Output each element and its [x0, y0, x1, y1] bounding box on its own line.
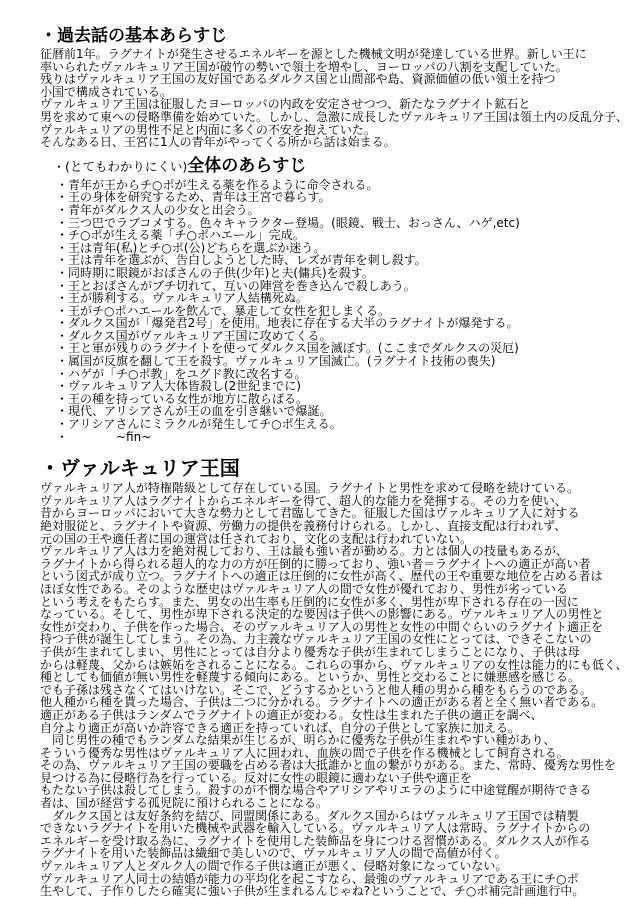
text-line: 同じ男性の種でもランダムな結果が生じるが、明らかに優秀な子供が生まれやすい種があり、 — [40, 733, 556, 748]
plot-list-item: ・王の身体を研究するため、青年は王宮で暮らす。 — [56, 190, 331, 205]
text-line: ヴァルキュリア人は力を絶対視しており、王は最も強い者が勤める。力とは個人の技量もあるが、 — [40, 544, 568, 559]
text-line: 絶対服従と、ラグナイトや資源、労働力の提供を義務付けられる。しかし、直接支配は行われず、 — [40, 519, 567, 533]
text-line: 男を求めて東への侵略準備を始めていた。しかし、急激に成長したヴァルキュリア王国は領土内の反乱分子、 — [40, 109, 628, 124]
text-line: 小国で構成されている。 — [40, 84, 173, 99]
plot-list-item: ・現代、アリシアさんが王の血を引き継いで爆誕。 — [56, 404, 332, 419]
plot-list-item: ・王と軍が残りのラグナイトを使ってダルクス国を滅ぼす。(ここまでダルクスの災厄) — [56, 341, 519, 356]
plot-list-item: ・ヴァルキュリア人大体皆殺し(2世紀までに) — [56, 379, 301, 394]
text-line: 率いられたヴァルキュリア王国が破竹の勢いで領土を増やし、ヨーロッパの八割を支配していた。 — [40, 59, 568, 74]
text-line: そんなある日、王宮に1人の青年がやってくる所から話は始まる。 — [40, 135, 396, 150]
valkyria-kingdom-heading: ・ヴァルキュリア王国 — [40, 456, 240, 481]
text-line: 他人種から種を貰った場合、子供は二つに分かれる。ラグナイトへの適正がある者と全く無い者である。 — [40, 695, 604, 710]
text-line: そういう優秀な男性はヴァルキュリア人に囲われ、血族の間で子供を作る機械として飼育される。 — [40, 745, 569, 760]
plot-list-item: ・王は青年を選ぶが、告白しようとした時、レズが青年を刺し殺す。 — [56, 253, 427, 268]
text-line: ラグナイトから得られる超人的な力の方が圧倒的に勝っており、強い者＝ラグナイトへの適正が高い者 — [40, 556, 591, 571]
text-line: ヴァルキュリア人とダルク人の間で作る子供は適正が悪く、侵略対象になっていない。 — [40, 859, 508, 874]
text-line: その為、ヴァルキュリア王国の要職を占める者は大抵誰かと血の繋がりがある。また、常時、優秀な男性を — [40, 758, 616, 773]
plot-list-item: ・王とおばさんがブチ切れて、互いの陣営を巻き込んで殺しあう。 — [56, 278, 416, 293]
section-overall-plot — [40, 156, 633, 443]
text-line: 自分より適正が高いか許容できる適正を持っていれば、自分の子供として家族に加える。 — [40, 720, 521, 735]
plot-list-item: ・同時期に眼鏡がおばさんの子供(少年)と夫(傭兵)を殺す。 — [56, 265, 374, 280]
section-past-story — [40, 27, 633, 149]
text-line: 残りはヴァルキュリア王国の友好国であるダルクス国と山間部や島、資源価値の低い領土を持つ — [40, 72, 556, 87]
text-line: できないラグナイトを用いた機械や武器を輸入している。ヴァルキュリア人は常時、ラグナイトからの — [40, 821, 591, 836]
plot-list-item: ・ダルクス国がヴァルキュリア王国に攻めてくる。 — [56, 328, 332, 343]
text-line: ヴァルキュリア人はラグナイトからエネルギーを得て、超人的な能力を発揮する。その力を使い、 — [40, 493, 567, 508]
plot-list-item: ・王は青年(私)とチ○ポ(公)どちらを選ぶか迷う。 — [56, 240, 326, 255]
past-story-paragraph — [40, 48, 633, 149]
section-valkyria-kingdom — [40, 457, 633, 898]
valkyria-kingdom-paragraph — [40, 482, 633, 898]
text-line: という考えをもたらす。また、男女の出生率も圧倒的に女性が多く、男性が卑下される存在の一因に — [40, 594, 579, 609]
plot-list-item: ・王の種を持っている女性が地方に散らばる。 — [56, 391, 309, 406]
text-line: なっている。そして、男性が卑下される決定的な要因は子供への影響にある。ヴァルキュリア人の男性と — [40, 607, 604, 622]
plot-list-item: ・王が勝利する。ヴァルキュリア人結構死ぬ。 — [56, 291, 308, 306]
text-line: 女性が交わり、子供を作った場合、そのヴァルキュリア人の男性と女性の中間ぐらいのラグナイト適正を — [40, 619, 604, 634]
text-line: 者は、国が経営する孤児院に預けられることになる。 — [40, 796, 329, 811]
text-line: 元の国の王や適任者に国の運営は任されており、文化の支配は行われていない。 — [40, 531, 473, 546]
plot-list-item: ・三つ巴でラブコメする。色々キャラクター登場。(眼鏡、戦士、おっさん、ハゲ,etc) — [56, 215, 520, 230]
text-line: でも子孫は残さなくてはいけない。そこで、どうするかというと他人種の男から種をもらうのである。 — [40, 682, 592, 697]
text-line: エネルギーを受け取る為に、ラグナイトを使用した装飾品を身につける習慣がある。ダルクス人が作る — [40, 833, 591, 848]
text-line: ラグナイトを用いた装飾品は繊細で美しいので、ヴァルキュリア人の間で高値が付く。 — [40, 846, 507, 861]
text-line: 子供が生まれてしまい、男性にとっては自分より優秀な子供が生まれてしまうことになり、子供は母 — [40, 644, 580, 659]
text-line: 適正がある子供はランダムでラグナイトの適正が変わる。女性は生まれた子供の適正を調べ、 — [40, 707, 543, 722]
plot-list-item: ・ハゲが「チ○ポ教」をユグド教に改名する。 — [56, 366, 307, 381]
past-story-heading: ・過去話の基本あらすじ — [40, 26, 227, 46]
text-line: ヴァルキュリアの男性不足と内面に多くの不安を抱えていた。 — [40, 122, 376, 137]
text-line: ヴァルキュリア王国は征服したヨーロッパの内政を安定させつつ、新たなラグナイト鉱石と — [40, 97, 531, 112]
text-line: 昔からヨーロッパにおいて大きな勢力として君臨してきた。征服した国はヴァルキュリア人に対する — [40, 506, 580, 521]
plot-list-item: ・アリシアさんにミラクルが発生してチ○ポ生える。 — [56, 417, 342, 432]
text-line: ほぼ女性である。そのような歴史はヴァルキュリア人の間で女性が優れており、男性が劣っている — [40, 581, 568, 596]
text-line: 征暦前1年。ラグナイトが発生させるエネルギーを源とした機械文明が発達している世界。新しい王に — [40, 47, 587, 61]
text-line: 持つ子供が誕生してしまう。その為、力主義なヴァルキュリア王国の女性にとっては、できそこないの — [40, 632, 592, 647]
text-line: 見つける為に侵略行為を行っている。反対に女性の眼鏡に適わない子供や適正を — [40, 770, 473, 785]
plot-list-item: ・王がチ○ポハエールを飲んで、暴走して女性を犯しまくる。 — [56, 303, 390, 318]
plot-list-item: ・ダルクス国が「爆発君2号」を使用。地表に存在する大半のラグナイトが爆発する。 — [56, 316, 519, 331]
overall-plot-heading-title: 全体のあらすじ — [187, 155, 307, 176]
plot-list-item: ・属国が反旗を翻して王を殺す。ヴァルキュリア国滅亡。(ラグナイト技術の喪失) — [56, 354, 496, 369]
text-line: ヴァルキュリア人が特権階級として存在している国。ラグナイトと男性を求めて侵略を続けている。 — [40, 481, 580, 496]
text-line: もたない子供は殺してしまう。殺すのが不憫な場合やアリシアやリエラのように中途覚醒が期待できる — [40, 783, 592, 798]
text-line: 種としても価値が無い男性を軽蔑する傾向にある。というか、男性と交わることに嫌悪感を感じる。 — [40, 670, 581, 685]
plot-list-item: ・青年がダルクス人の少女と出会う。 — [56, 202, 260, 217]
text-line: という図式が成り立つ。ラグナイトへの適正は圧倒的に女性が高く、歴代の王や重要な地位を占める者は — [40, 569, 603, 584]
plot-list-item: ・青年が王からチ○ポが生える薬を作るように命令される。 — [56, 177, 379, 192]
text-line: ダルクス国とは友好条約を結び、同盟関係にある。ダルクス国からはヴァルキュリア王国では精製 — [40, 808, 579, 823]
overall-plot-list — [56, 179, 633, 443]
text-line: 生やして、子作りしたら確実に強い子供が生まれるんじゃね?ということで、チ○ポ補完計画進行中。 — [40, 884, 585, 898]
heading-bullet: ・ — [53, 159, 66, 174]
text-line: ヴァルキュリア人同士の結婚が能力の平均化を起こすなら、最強のヴァルキュリアである王にチ○ポ — [40, 871, 579, 886]
plot-list-item: ・チ○ポが生える薬「チ○ポハエール」完成。 — [56, 228, 305, 243]
plot-list-item: ・ ~fin~ — [56, 429, 152, 444]
overall-plot-heading-note: (とてもわかりにくい) — [65, 158, 188, 174]
text-line: からは軽蔑、父からは嫉妬をされることになる。これらの事から、ヴァルキュリアの女性は能力的にも低く、 — [40, 657, 628, 672]
overall-plot-heading — [53, 156, 633, 177]
